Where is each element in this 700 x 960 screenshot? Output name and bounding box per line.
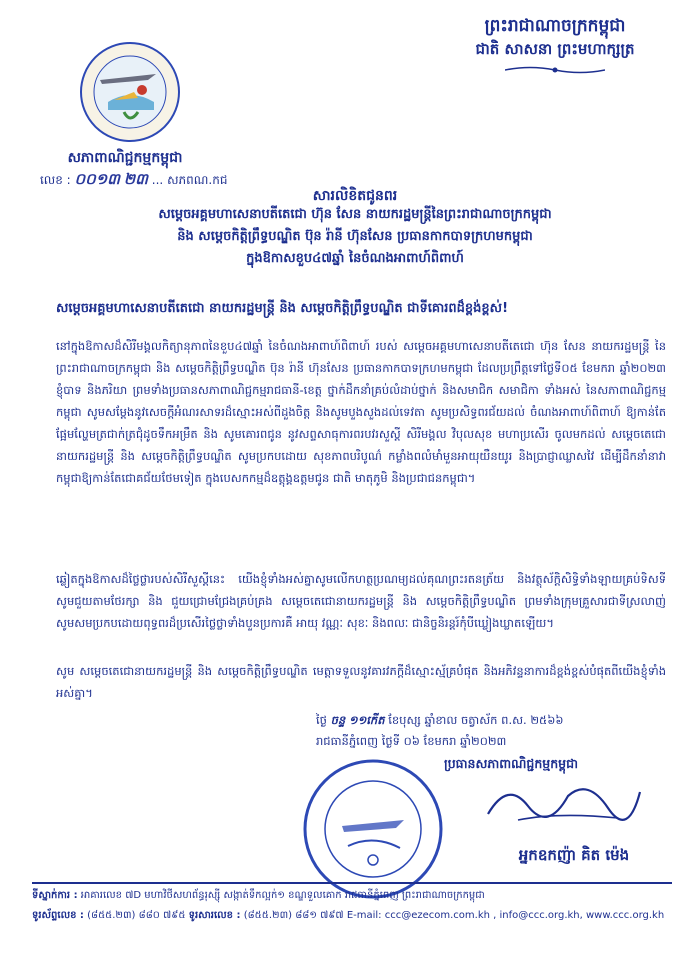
title-line-4: ក្នុងឱកាសខួប៤៧ឆ្នាំ នៃចំណងអាពាហ៍ពិពាហ៍ [246,251,464,266]
body-paragraph-3: សូម សម្តេចតេជោនាយករដ្ឋមន្ត្រី និង សម្តេចកិត្តិព្រឹទ្ធបណ្ឌិត មេត្តាទទួលនូវគារវភក្តីដ៏ស្មោះស្ម័គ្របំផុត និងអភិវន្ទនាការដ៏ខ្ពង់ខ្ពស់បំផុតពីយើងខ្ញុំទាំងអស់គ្នា។ [56,664,666,700]
footer-contacts: ទូរស័ព្ទលេខ : (៨៥៥.២៣) ៨៨០ ៧៩៥ ទូរសារលេខ : (៨៥៥.២៣) ៨៨១ ៧៩៧ E-mail: ccc@ezecom.com.kh , info@ccc.org.kh, www.ccc.org.kh [32,910,665,921]
reference-suffix: សភពណ.កជ [167,173,228,187]
body-paragraph-2: ឆ្លៀតក្នុងឱកាសដ៏ថ្លៃថ្លារបស់សិរីសួស្តីនេះ យើងខ្ញុំទាំងអស់គ្នាសូមលើកហត្ថប្រណម្យដល់គុណព្រះរតនត្រ័យ និងវត្ថុស័ក្តិសិទ្ធិទាំងឡាយគ្រប់ទិសទី សូមជួយតាមថែរក្សា និង ជួយជ្រោមជ្រែងគ្រប់គ្រង សម្តេចតេជោនាយករដ្ឋមន្ត្រី និង សម្តេចកិត្តិព្រឹទ្ធបណ្ឌិត ព្រមទាំងក្រុមគ្រួសារជាទីស្រលាញ់ សូមសមប្រកបដោយពុទ្ធពរដ៏ប្រសើរថ្លៃថ្លាទាំងបួនប្រការគឺ អាយុ វណ្ណៈ សុខៈ និងពលៈ ជានិច្ចនិរន្តរ៍កុំបីឃ្លៀងឃ្លាតឡើយ។ [56,572,666,630]
body-paragraph-1: នៅក្នុងឱកាសដ៏សិរីមង្គលកិត្យានុភាពនៃខួប៤៧ឆ្នាំ នៃចំណងអាពាហ៍ពិពាហ៍ របស់ សម្តេចអគ្គមហាសេនាបតីតេជោ ហ៊ុន សែន នាយករដ្ឋមន្ត្រី នៃព្រះរាជាណាចក្រកម្ពុជា និង សម្តេចកិត្តិព្រឹទ្ធបណ្ឌិត ប៊ុន រ៉ានី ហ៊ុនសែន ប្រធានកាកបាទក្រហមកម្ពុជា ដែលប្រព្រឹត្តទៅថ្ងៃទី០៥ ខែមករា ឆ្នាំ២០២៣ ខ្ញុំបាទ និងភរិយា ព្រមទាំងប្រធានសភាពាណិជ្ជកម្មរាជធានី-ខេត្ត ថ្នាក់ដឹកនាំគ្រប់លំដាប់ថ្នាក់ និងសមាជិក សមាជិកា ទាំងអស់ នៃសភាពាណិជ្ជកម្មកម្ពុជា សូមសម្តែងនូវសេចក្តីអំណរសាទរដ៏ស្មោះអស់ពីដួងចិត្ត និងសូមបួងសួងដល់ទេវតា សូមប្រសិទ្ធពរជ័យដល់ ចំណងអាពាហ៍ពិពាហ៍ ឱ្យកាន់តែផ្អែមល្ហែមត្រជាក់ត្រជុំដូចទឹកអម្រឹត និង សូមគោរពជូន នូវសព្ទសាធុការពរបវរសួស្តី សិរីមង្គល វិបុលសុខ មហាប្រសើរ ចូលមកដល់ សម្តេចតេជោនាយករដ្ឋមន្ត្រី និង សម្តេចកិត្តិព្រឹទ្ធបណ្ឌិត សូមប្រកបដោយ សុខភាពបរិបូណ៌ កម្លាំងពលំមាំមួនអាយុយឺនយូរ និងប្រាជ្ញាឈ្លាសវៃ ដើម្បីដឹកនាំនាវាកម្ពុជាឱ្យកាន់តែជោគជ័យថែមទៀត ក្នុងបេសកកម្មដ៏ឧត្តុង្គឧត្តមជូន ជាតិ មាតុភូមិ និងប្រជាជនកម្ពុជា។ [56,339,666,485]
chamber-logo [78,40,182,144]
kingdom-motto: ជាតិ សាសនា ព្រះមហាក្សត្រ [475,40,635,58]
official-stamp [300,756,446,902]
title-line-3: និង សម្តេចកិត្តិព្រឹទ្ធបណ្ឌិត ប៊ុន រ៉ានី ហ៊ុនសែន ប្រធានកាកបាទក្រហមកម្ពុជា [177,229,533,244]
kingdom-header [440,14,670,79]
title-line-2: សម្តេចអគ្គមហាសេនាបតីតេជោ ហ៊ុន សែន នាយករដ្ឋមន្ត្រីនៃព្រះរាជាណាចក្រកម្ពុជា [158,207,552,222]
solar-date: រាជធានីភ្នំពេញ ថ្ងៃទី ០៦ ខែមករា ឆ្នាំ២០២៣ [316,734,507,748]
letter-title: សារលិខិតជូនពរ [312,188,398,204]
reference-label: លេខ : [40,173,71,187]
reference-handwritten-year: ២៣ [123,170,148,188]
footer-address: ទីស្នាក់ការ : អាគារលេខ ៧D មហាវិថីសហព័ន្ធរុស្ស៊ី សង្កាត់ទឹកល្អក់១ ខណ្ឌទួលគោក រាជធានីភ្នំពេញ ព្រះរាជាណាចក្រកម្ពុជា [32,890,485,901]
footer-email-web: E-mail: ccc@ezecom.com.kh , info@ccc.org.kh, www.ccc.org.kh [346,910,665,921]
handwritten-signature [478,772,648,832]
president-title: ប្រធានសភាពាណិជ្ជកម្មកម្ពុជា [443,756,579,771]
kingdom-title: ព្រះរាជាណាចក្រកម្ពុជា [484,16,626,36]
reference-handwritten-number: ០០១៣ [74,170,120,188]
lunar-day-handwritten: ចន្ទ [330,713,346,727]
lunar-number-handwritten: ១១កើត [348,713,385,727]
reference-number: លេខ : ០០១៣ ២៣ ... សភពណ.កជ [40,170,228,188]
ornament-divider [505,65,605,75]
footer-divider [32,882,672,884]
salutation: សម្តេចអគ្គមហាសេនាបតីតេជោ នាយករដ្ឋមន្ត្រី និង សម្តេចកិត្តិព្រឹទ្ធបណ្ឌិត ជាទីគោរពដ៏ខ្ពង់ខ្ពស់! [56,301,508,316]
lunar-date: ថ្ងៃ ចន្ទ ១១កើត ខែបុស្ស ឆ្នាំខាល ចត្វាស័ក ព.ស. ២៥៦៦ [316,713,564,727]
organization-name: សភាពាណិជ្ជកម្មកម្ពុជា [67,150,183,166]
signer-name: អ្នកឧកញ៉ា គិត ម៉េង [518,846,630,864]
